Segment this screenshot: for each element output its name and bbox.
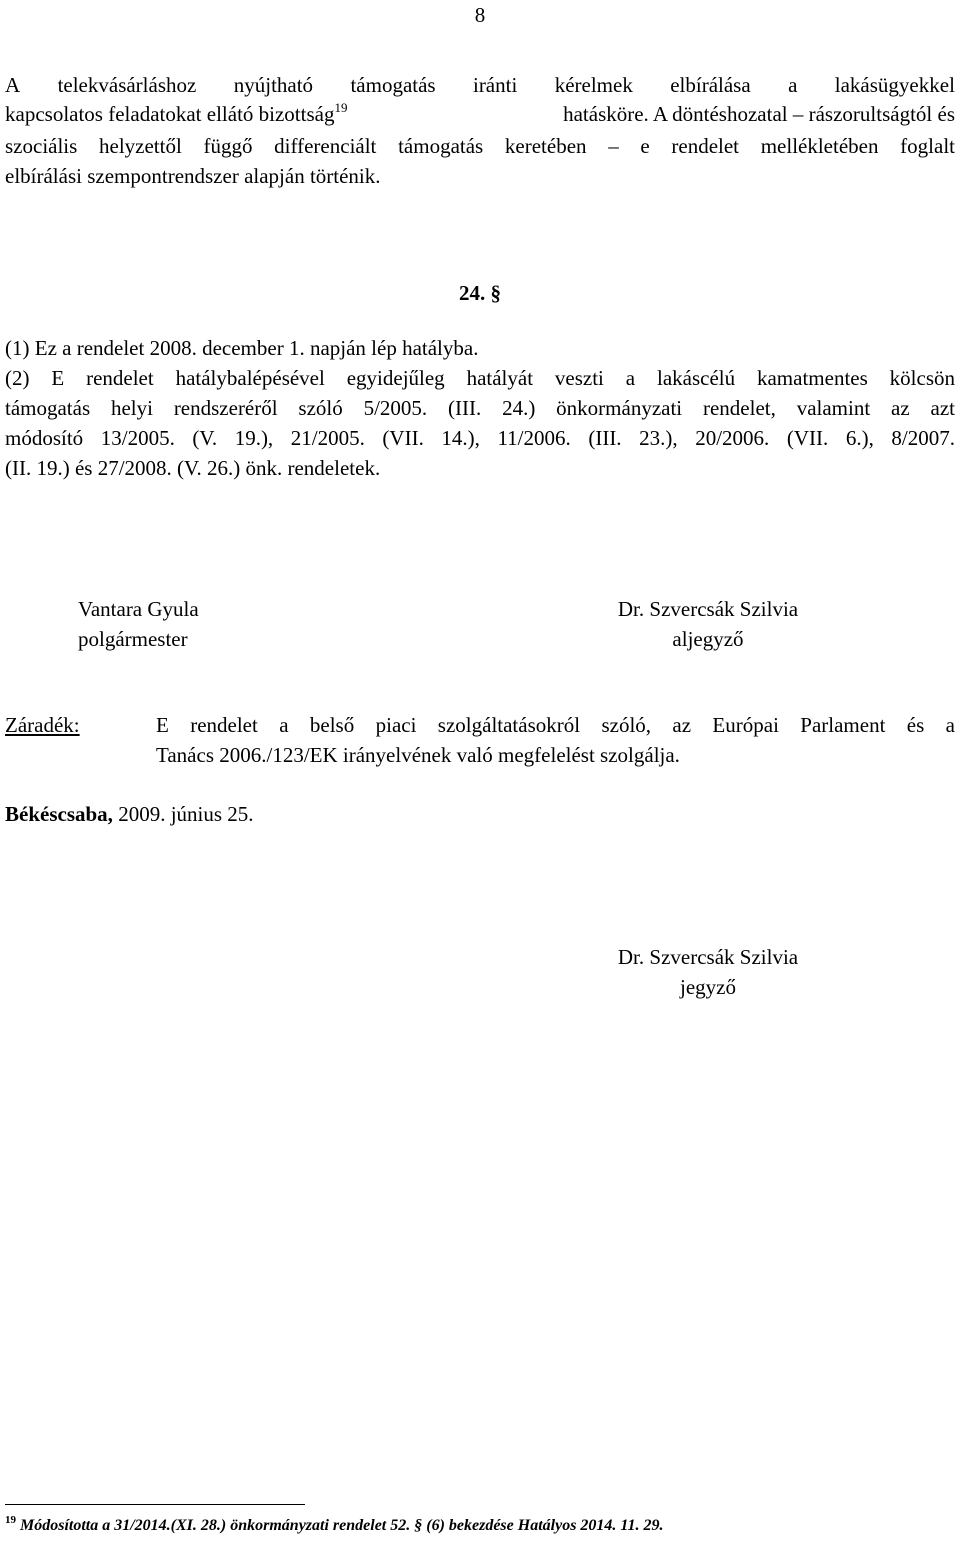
section-heading bbox=[0, 280, 960, 306]
place-date bbox=[5, 801, 254, 827]
section-symbol: § bbox=[490, 281, 501, 305]
paragraph-2-line-3: módosító 13/2005. (V. 19.), 21/2005. (VII. 14.), 11/2006. (III. 23.), 20/2006. (VII. 6.), 8/2007. bbox=[5, 426, 955, 450]
notary-signature bbox=[590, 942, 826, 1002]
mayor-title: polgármester bbox=[78, 627, 188, 651]
footnote-separator bbox=[5, 1504, 305, 1505]
mayor-signature bbox=[78, 594, 228, 654]
intro-word: támogatás bbox=[350, 73, 436, 97]
footnote-marker: 19 bbox=[5, 1514, 16, 1526]
deputy-notary-signature bbox=[590, 594, 826, 654]
intro-word: A bbox=[5, 73, 21, 97]
clause-line-2: Tanács 2006./123/EK irányelvének való megfelelést szolgálja. bbox=[156, 743, 680, 767]
intro-word: lakásügyekkel bbox=[834, 73, 955, 97]
intro-line-1 bbox=[5, 72, 955, 98]
intro-word: a bbox=[788, 73, 798, 97]
paragraph-2-line-1: (2) E rendelet hatálybalépésével egyidejűleg hatályát veszti a lakáscélú kamatmentes kölcsön bbox=[5, 366, 955, 390]
intro-line-4: elbírálási szempontrendszer alapján történik. bbox=[5, 164, 381, 188]
footnote bbox=[5, 1516, 664, 1536]
intro-word: iránti bbox=[472, 73, 518, 97]
deputy-notary-title: aljegyző bbox=[672, 627, 744, 651]
mayor-name: Vantara Gyula bbox=[78, 597, 199, 621]
intro-word: nyújtható bbox=[233, 73, 314, 97]
notary-name: Dr. Szvercsák Szilvia bbox=[617, 945, 799, 969]
intro-line-3: szociális helyzettől függő differenciált támogatás keretében – e rendelet mellékletében foglalt bbox=[5, 134, 955, 158]
notary-title: jegyző bbox=[680, 975, 736, 999]
paragraph-2-line-4: (II. 19.) és 27/2008. (V. 26.) önk. rendeletek. bbox=[5, 456, 381, 480]
intro-line-2-post: hatásköre. A döntéshozatal – rászorultságtól és bbox=[563, 102, 955, 126]
page-number: 8 bbox=[474, 3, 486, 27]
footnote-text: Módosította a 31/2014.(XI. 28.) önkormányzati rendelet 52. § (6) bekezdése Hatályos 2014. 11. 29. bbox=[20, 1517, 664, 1534]
place: Békéscsaba, bbox=[5, 802, 113, 826]
clause-line-1: E rendelet a belső piaci szolgáltatásokról szóló, az Európai Parlament és a bbox=[156, 713, 955, 737]
intro-word: telekvásárláshoz bbox=[57, 73, 197, 97]
intro-line-2-pre: kapcsolatos feladatokat ellátó bizottság$^{19}$ bbox=[5, 100, 348, 126]
deputy-notary-name: Dr. Szvercsák Szilvia bbox=[617, 597, 799, 621]
section-number: 24. bbox=[459, 281, 486, 305]
intro-line-2 bbox=[5, 101, 955, 127]
paragraph-1: (1) Ez a rendelet 2008. december 1. napján lép hatályba. bbox=[5, 336, 479, 360]
clause-label: Záradék: bbox=[5, 713, 80, 737]
paragraph-2-line-2: támogatás helyi rendszeréről szóló 5/2005. (III. 24.) önkormányzati rendelet, valamint az azt bbox=[5, 396, 955, 420]
intro-word: elbírálása bbox=[670, 73, 751, 97]
date: 2009. június 25. bbox=[118, 802, 254, 826]
intro-word: kérelmek bbox=[554, 73, 633, 97]
footnote-ref-19[interactable]: 19 bbox=[334, 100, 348, 115]
